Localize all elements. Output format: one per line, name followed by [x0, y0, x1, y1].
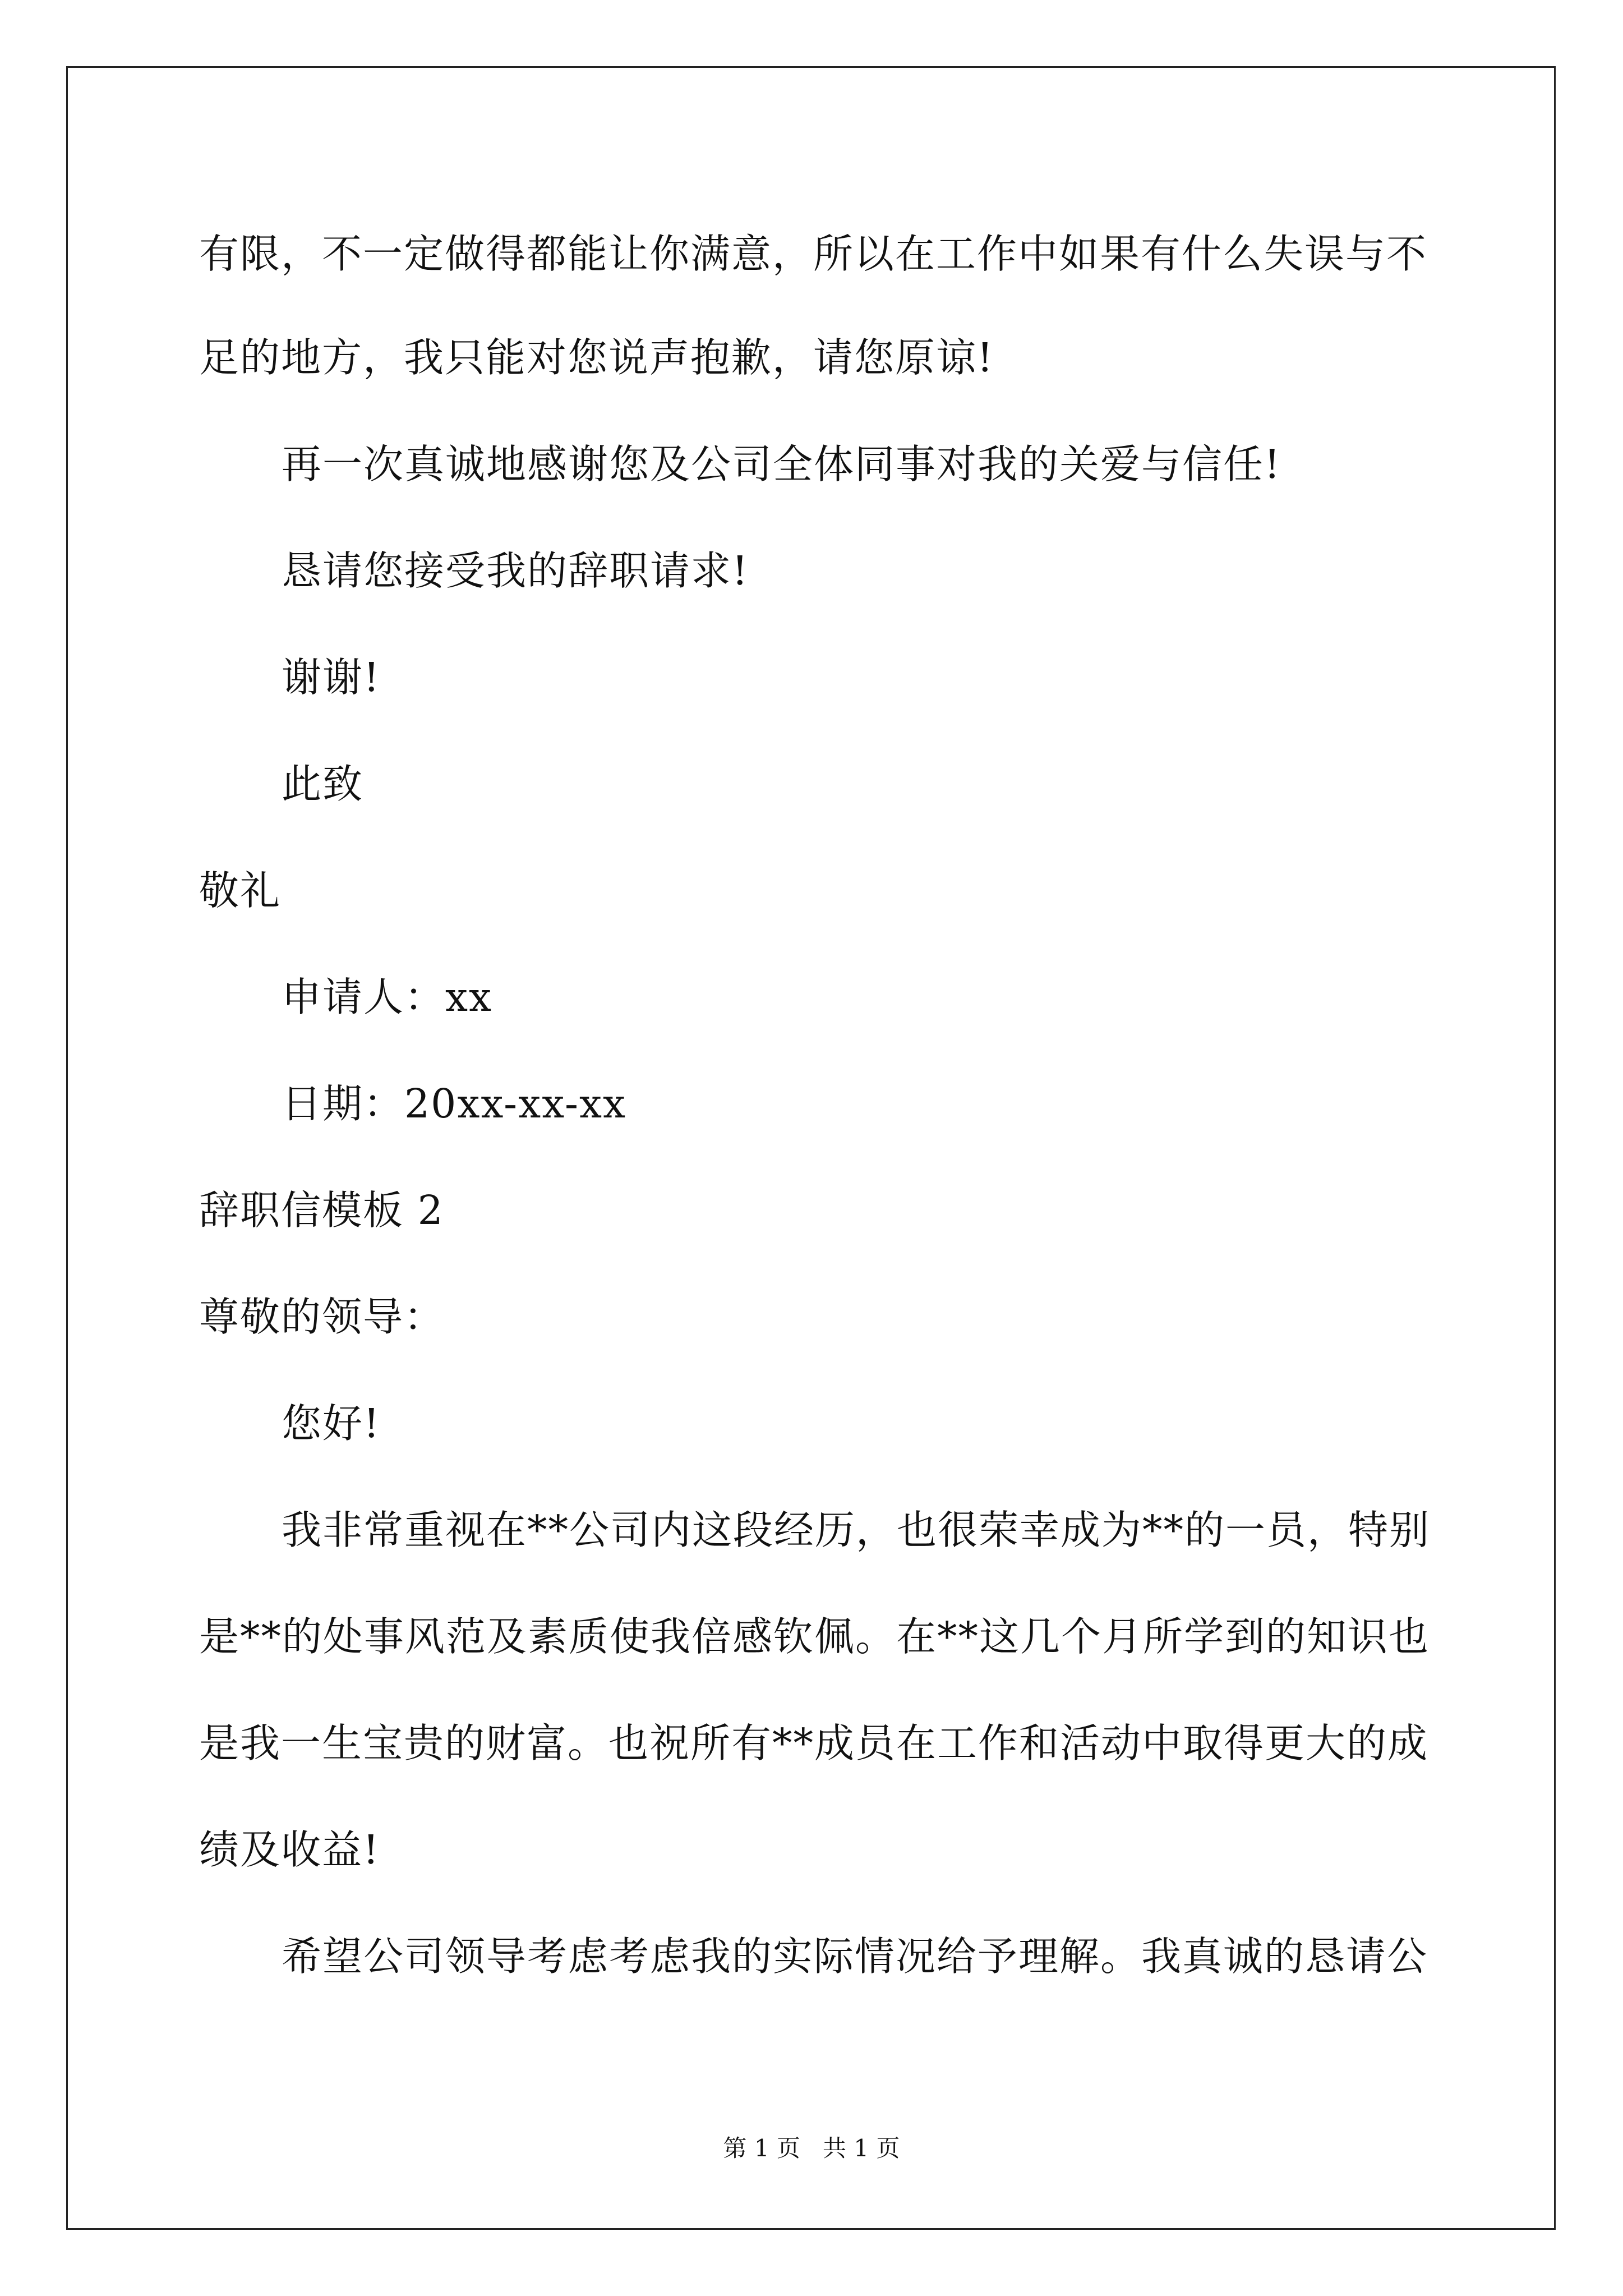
text-line: 绩及收益!: [199, 1826, 380, 1873]
text-line: 希望公司领导考虑考虑我的实际情况给予理解。我真诚的恳请公: [282, 1933, 1428, 1980]
text-line: 我非常重视在**公司内这段经历，也很荣幸成为**的一员，特别: [282, 1507, 1431, 1553]
date-line: 日期：20xx-xx-xx: [282, 1080, 627, 1127]
greeting: 尊敬的领导：: [199, 1294, 445, 1340]
text-line: 再一次真诚地感谢您及公司全体同事对我的关爱与信任!: [282, 441, 1281, 487]
text-line: 恳请您接受我的辞职请求!: [282, 547, 749, 594]
section-title: 辞职信模板 2: [199, 1187, 444, 1234]
text-line: 足的地方，我只能对您说声抱歉，请您原谅!: [199, 334, 994, 381]
page-border: [66, 66, 1556, 2230]
applicant-line: 申请人：xx: [282, 974, 493, 1020]
text-line: 您好!: [282, 1400, 381, 1447]
closing-salutation: 敬礼: [199, 867, 282, 914]
text-line: 是**的处事风范及素质使我倍感钦佩。在**这几个月所学到的知识也: [199, 1613, 1430, 1660]
text-line: 此致: [282, 761, 364, 807]
text-line: 有限，不一定做得都能让你满意，所以在工作中如果有什么失误与不: [199, 231, 1428, 277]
text-line: 谢谢!: [282, 654, 381, 701]
page-footer: 第 1 页 共 1 页: [723, 2134, 900, 2162]
text-line: 是我一生宝贵的财富。也祝所有**成员在工作和活动中取得更大的成: [199, 1720, 1429, 1766]
